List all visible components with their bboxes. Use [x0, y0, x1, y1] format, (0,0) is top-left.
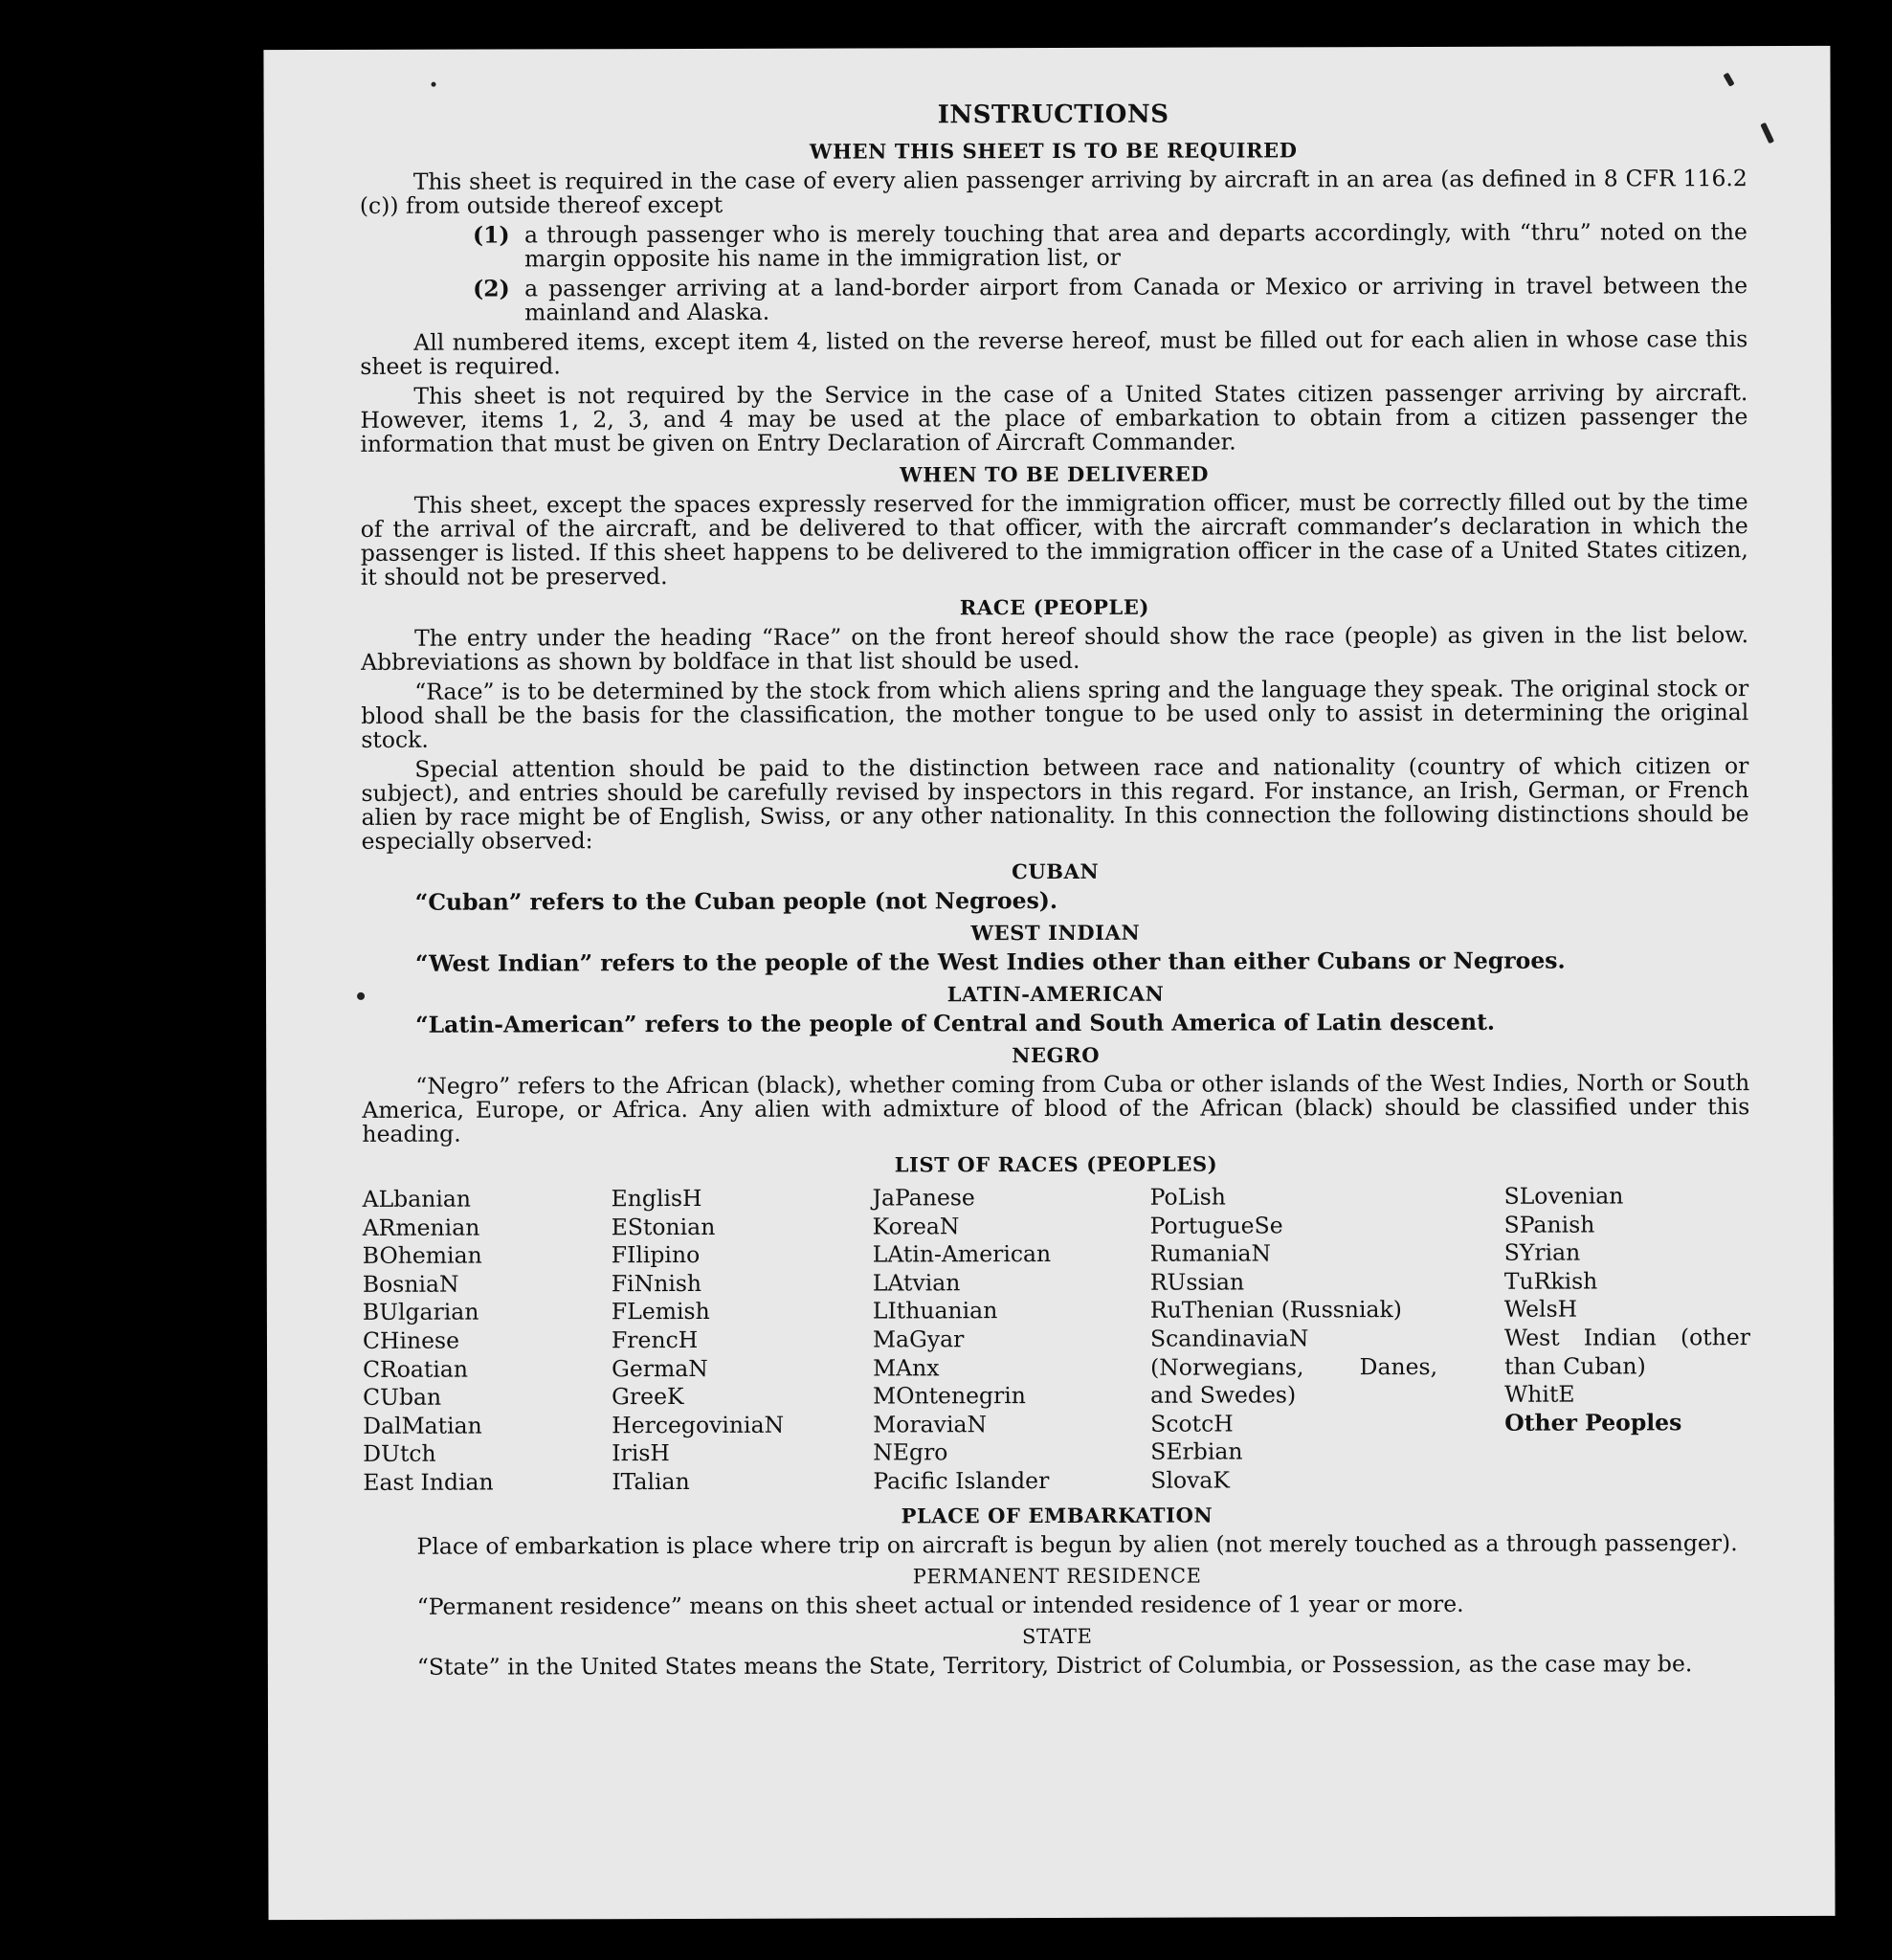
race-entry: EStonian — [611, 1213, 716, 1240]
section-heading: WHEN THIS SHEET IS TO BE REQUIRED — [809, 138, 1298, 164]
race-entry: ITalian — [612, 1467, 690, 1496]
list-item — [473, 220, 1747, 271]
race-entry: ScotcH — [1150, 1410, 1234, 1437]
race-entry: MOntenegrin — [873, 1382, 1026, 1410]
speck — [432, 82, 436, 87]
race-entry: CHinese — [362, 1326, 460, 1354]
race-entry: ScandinaviaN (Norwegians, Danes, and Swedes) — [1149, 1325, 1438, 1409]
speck — [1760, 122, 1774, 144]
item-number: (2) — [473, 275, 510, 302]
paragraph: “Negro” refers to the African (black), whether coming from Cuba or other islands of the West Indies, North or South America, Europe, or Africa. Any alien with admixture of blood of the African (black) should be classified under this heading. — [362, 1069, 1750, 1147]
race-entry: RuThenian (Russniak) — [1149, 1296, 1402, 1325]
race-column — [363, 1185, 612, 1497]
section-heading: WEST INDIAN — [970, 920, 1141, 946]
race-entry: HercegoviniaN — [612, 1411, 785, 1438]
race-entry: FLemish — [611, 1298, 710, 1325]
race-entry: FiNnish — [611, 1269, 702, 1297]
definition: “West Indian” refers to the people of the West Indies other than either Cubans or Negroes. — [414, 947, 1566, 977]
race-entry: NEgro — [873, 1438, 948, 1466]
definition: “Latin-American” refers to the people of Central and South America of Latin descent. — [415, 1008, 1496, 1038]
section-heading: STATE — [1021, 1624, 1093, 1648]
speck — [1723, 73, 1734, 87]
race-entry: FrencH — [611, 1325, 699, 1354]
paragraph: Special attention should be paid to the distinction between race and nationality (country of which citizen or subject), and entries should be carefully revised by inspectors in this regard. For instance, an Irish, German, or French alien by race might be of English, Swiss, or any other nationality. In this connection the following distinctions should be especially observed: — [361, 752, 1749, 855]
race-entry: GreeK — [612, 1383, 684, 1411]
race-entry: BOhemian — [362, 1241, 482, 1270]
paragraph: The entry under the heading “Race” on the front hereof should show the race (people) as given in the list below. Abbreviations as shown by boldface in that list should be used. — [361, 621, 1749, 676]
item-number: (1) — [472, 221, 510, 249]
race-entry: ARmenian — [362, 1214, 480, 1241]
race-entry: LIthuanian — [872, 1297, 998, 1325]
race-column — [1150, 1183, 1505, 1495]
race-entry: PoLish — [1149, 1183, 1226, 1211]
paragraph: “Permanent residence” means on this sheet actual or intended residence of 1 year or more. — [416, 1590, 1464, 1620]
race-entry: MaGyar — [872, 1325, 965, 1353]
item-text: a passenger arriving at a land-border airport from Canada or Mexico or arriving in travel between the mainland and Alaska. — [524, 272, 1748, 326]
item-text: a through passenger who is merely touching that area and departs accordingly, with “thru” noted on the margin opposite his name in the immigration list, or — [523, 218, 1747, 273]
race-column — [1504, 1182, 1751, 1494]
race-entry: ALbanian — [362, 1185, 472, 1213]
race-entry: SYrian — [1503, 1238, 1581, 1266]
section-heading: LATIN-AMERICAN — [946, 981, 1165, 1007]
section-heading: LIST OF RACES (PEOPLES) — [894, 1151, 1218, 1177]
section-heading: PLACE OF EMBARKATION — [901, 1503, 1213, 1527]
document-page — [263, 46, 1835, 1920]
race-entry: Pacific Islander — [873, 1466, 1050, 1495]
section-heading: PERMANENT RESIDENCE — [912, 1564, 1202, 1588]
race-entry: IrisH — [612, 1439, 670, 1467]
document-content — [360, 99, 1751, 1684]
section-heading: WHEN TO BE DELIVERED — [900, 461, 1210, 487]
race-entry: GermaN — [612, 1354, 708, 1382]
section-heading: CUBAN — [1012, 858, 1100, 884]
section-heading: NEGRO — [1012, 1042, 1101, 1068]
race-entry: KoreaN — [872, 1212, 960, 1240]
race-entry: JaPanese — [872, 1184, 975, 1212]
race-entry: SLovenian — [1503, 1182, 1624, 1210]
race-entry: TuRkish — [1503, 1267, 1598, 1295]
race-entry: DalMatian — [363, 1412, 482, 1439]
race-entry: BUlgarian — [362, 1298, 479, 1326]
race-column — [612, 1184, 874, 1496]
race-entry: MoraviaN — [873, 1410, 988, 1438]
race-entry: FIlipino — [611, 1241, 701, 1269]
race-column — [873, 1184, 1151, 1496]
race-entry: SErbian — [1150, 1437, 1243, 1466]
race-entry: CRoatian — [363, 1355, 469, 1383]
paragraph: All numbered items, except item 4, listed on the reverse hereof, must be filled out for each alien in whose case this sheet is required. — [360, 325, 1748, 380]
race-entry: WhitE — [1504, 1380, 1575, 1408]
race-entry: EnglisH — [611, 1184, 702, 1213]
paragraph: “State” in the United States means the State, Territory, District of Columbia, or Possession, as the case may be. — [416, 1649, 1693, 1681]
race-entry: PortugueSe — [1149, 1211, 1283, 1239]
race-entry: MAnx — [873, 1353, 940, 1382]
race-entry: Other Peoples — [1504, 1409, 1682, 1437]
race-entry: RUssian — [1149, 1268, 1245, 1296]
race-entry: SPanish — [1503, 1211, 1595, 1238]
race-entry: WelsH — [1503, 1295, 1578, 1324]
paragraph: This sheet, except the spaces expressly reserved for the immigration officer, must be correctly filled out by the time of the arrival of the aircraft, and be delivered to that officer, with the aircraft commander’s declaration in which the passenger is listed. If this sheet happens to be delivered to the immigration officer in the case of a United States citizen, it should not be preserved. — [360, 488, 1748, 590]
race-entry: RumaniaN — [1149, 1239, 1272, 1267]
race-entry: West Indian (other than Cuban) — [1503, 1324, 1751, 1380]
definition: “Cuban” refers to the Cuban people (not Negroes). — [414, 886, 1058, 916]
race-entry: CUban — [363, 1383, 442, 1412]
page-title: INSTRUCTIONS — [937, 100, 1169, 130]
list-item — [473, 274, 1747, 324]
paragraph: This sheet is required in the case of every alien passenger arriving by aircraft in an area (as defined in 8 CFR 116.2 (c)) from outside thereof except — [359, 165, 1747, 219]
race-entry: East Indian — [363, 1468, 494, 1496]
race-entry: LAtvian — [872, 1269, 961, 1297]
race-list — [363, 1182, 1751, 1497]
race-entry: SlovaK — [1150, 1466, 1231, 1494]
race-entry: DUtch — [363, 1440, 436, 1468]
paragraph: This sheet is not required by the Service in the case of a United States citizen passenger arriving by aircraft. However, items 1, 2, 3, and 4 may be used at the place of embarkation to obtain from a citizen passenger the information that must be given on Entry Declaration of Aircraft Commander. — [360, 379, 1748, 457]
race-entry: BosniaN — [362, 1270, 459, 1298]
paragraph: “Race” is to be determined by the stock from which aliens spring and the language they speak. The original stock or blood shall be the basis for the classification, the mother tongue to be used only to assist in determining the original stock. — [361, 675, 1749, 753]
race-entry: LAtin-American — [872, 1240, 1052, 1268]
section-heading: RACE (PEOPLE) — [959, 594, 1150, 620]
paragraph: Place of embarkation is place where trip on aircraft is begun by alien (not merely touched as a through passenger). — [416, 1528, 1738, 1560]
